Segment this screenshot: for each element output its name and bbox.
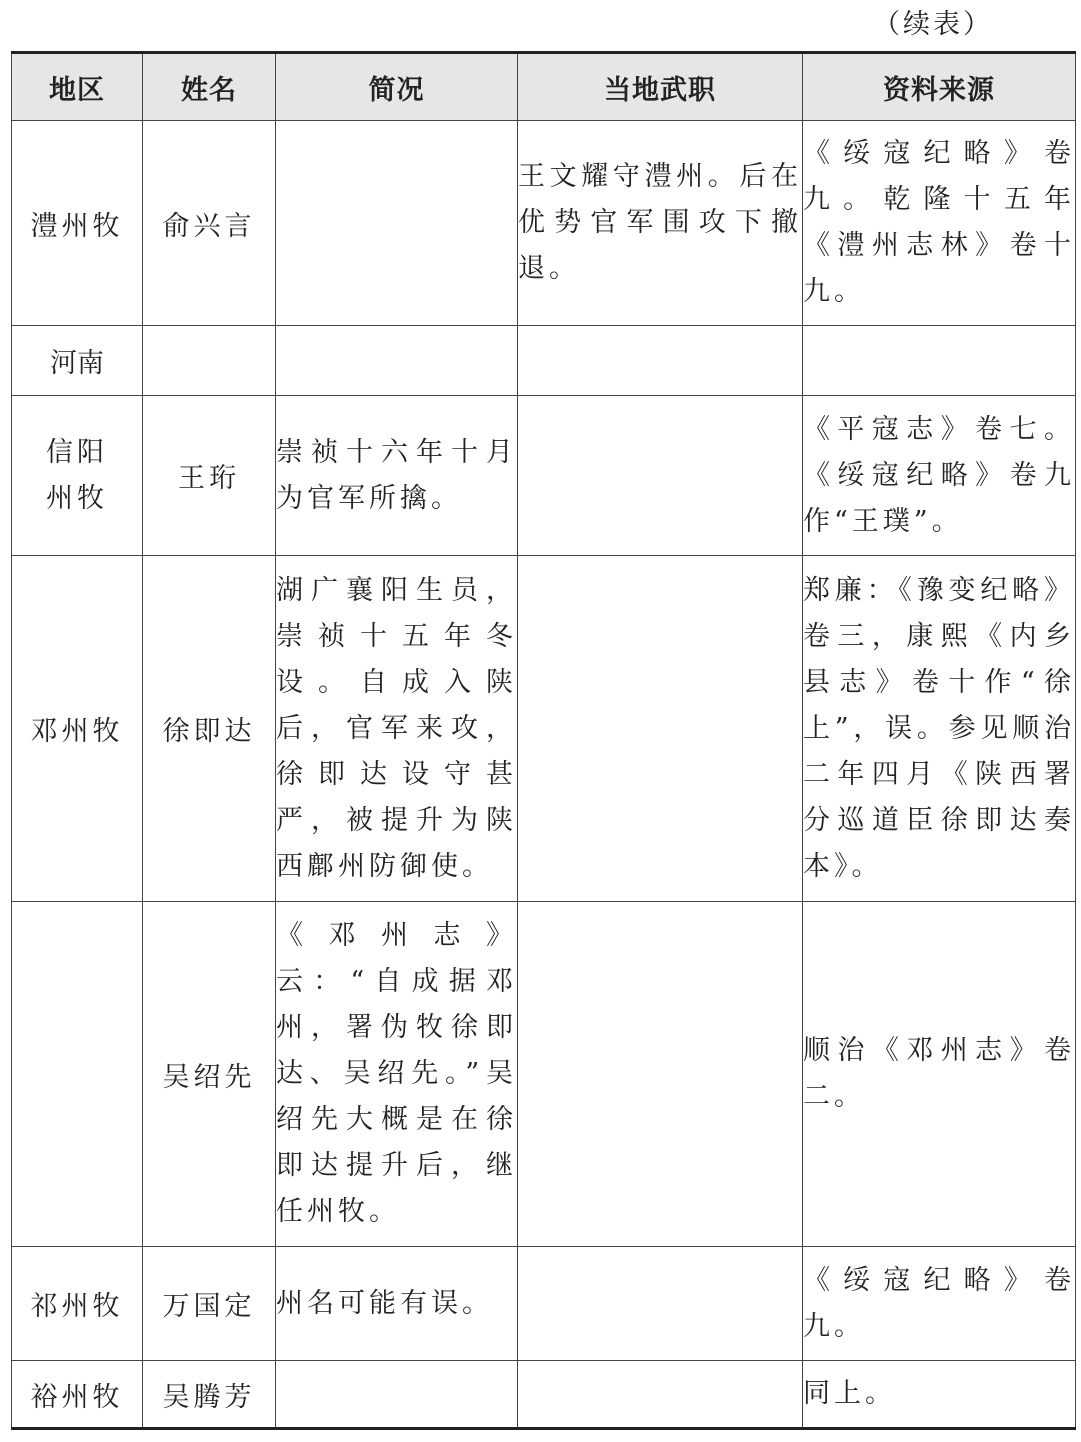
cell-source: 顺治《邓州志》卷二。 — [803, 902, 1076, 1247]
cell-profile — [276, 121, 518, 326]
header-region: 地区 — [12, 53, 143, 121]
cell-region — [12, 396, 143, 556]
cell-name — [143, 326, 276, 396]
cell-profile — [276, 326, 518, 396]
table-row — [12, 396, 1076, 556]
cell-source — [803, 326, 1076, 396]
cell-profile: 湖广襄阳生员，崇祯十五年冬设。自成入陕后，官军来攻，徐即达设守甚严，被提升为陕西鄜州防御使。 — [276, 556, 518, 902]
cell-military — [518, 1361, 803, 1429]
cell-profile: 州名可能有误。 — [276, 1247, 518, 1361]
cell-source: 《绥寇纪略》卷九。乾隆十五年《澧州志林》卷十九。 — [803, 121, 1076, 326]
table-row — [12, 1247, 1076, 1361]
cell-name: 吴腾芳 — [143, 1361, 276, 1429]
cell-profile: 《邓州志》云：“自成据邓州，署伪牧徐即达、吴绍先。”吴绍先大概是在徐即达提升后，继任州牧。 — [276, 902, 518, 1247]
cell-source: 《绥寇纪略》卷九。 — [803, 1247, 1076, 1361]
cell-military: 王文耀守澧州。后在优势官军围攻下撤退。 — [518, 121, 803, 326]
cell-region: 祁州牧 — [12, 1247, 143, 1361]
continued-table-label: （续表） — [873, 9, 993, 40]
cell-region: 邓州牧 — [12, 556, 143, 902]
table-row — [12, 326, 1076, 396]
header-name: 姓名 — [143, 53, 276, 121]
cell-region-line2: 州牧 — [46, 482, 108, 514]
cell-name: 吴绍先 — [143, 902, 276, 1247]
cell-source: 同上。 — [803, 1361, 1076, 1429]
cell-military — [518, 326, 803, 396]
cell-profile: 崇祯十六年十月为官军所擒。 — [276, 396, 518, 556]
cell-region-line1: 信阳 — [46, 436, 108, 468]
cell-military — [518, 396, 803, 556]
cell-region: 裕州牧 — [12, 1361, 143, 1429]
header-source: 资料来源 — [803, 53, 1076, 121]
cell-profile — [276, 1361, 518, 1429]
cell-region: 澧州牧 — [12, 121, 143, 326]
cell-military — [518, 556, 803, 902]
header-military: 当地武职 — [518, 53, 803, 121]
table-row — [12, 121, 1076, 326]
cell-name: 王珩 — [143, 396, 276, 556]
cell-name: 俞兴言 — [143, 121, 276, 326]
cell-source: 《平寇志》卷七。《绥寇纪略》卷九作“王璞”。 — [803, 396, 1076, 556]
table-row — [12, 1361, 1076, 1429]
official-table — [11, 51, 1076, 1430]
cell-name: 万国定 — [143, 1247, 276, 1361]
table-row — [12, 902, 1076, 1247]
header-profile: 简况 — [276, 53, 518, 121]
section-heading-henan: 河南 — [12, 326, 143, 396]
cell-region — [12, 902, 143, 1247]
cell-military — [518, 1247, 803, 1361]
table-row — [12, 556, 1076, 902]
table-header-row — [12, 53, 1076, 121]
cell-military — [518, 902, 803, 1247]
cell-name: 徐即达 — [143, 556, 276, 902]
cell-source: 郑廉：《豫变纪略》卷三，康熙《内乡县志》卷十作“徐上”，误。参见顺治二年四月《陕西署分巡道臣徐即达奏本》。 — [803, 556, 1076, 902]
